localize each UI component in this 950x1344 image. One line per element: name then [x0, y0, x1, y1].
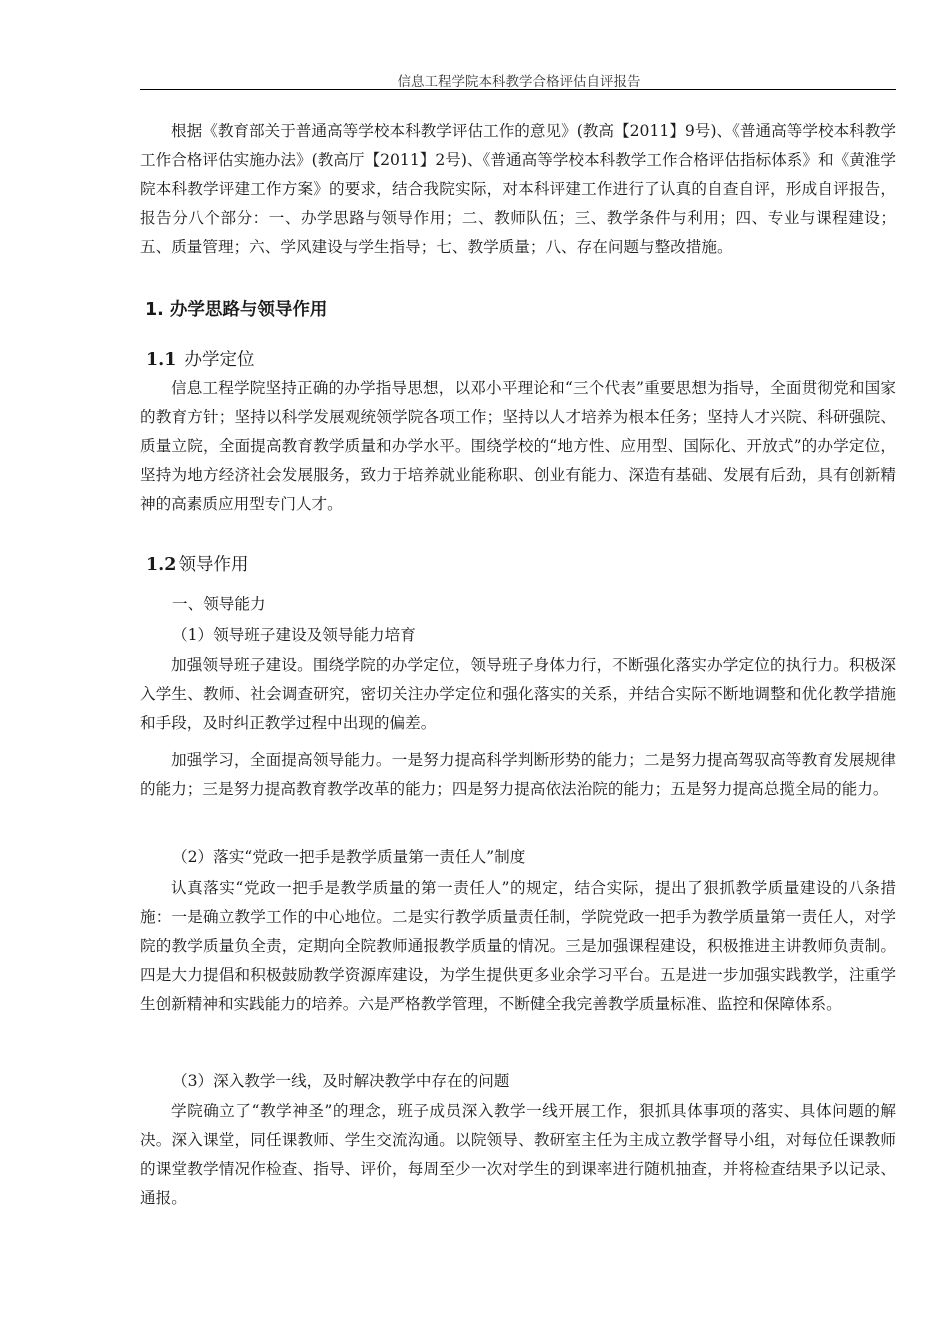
page-header-title: 信息工程学院本科教学合格评估自评报告: [397, 74, 641, 90]
section-1-2-number: 1.2: [146, 555, 177, 575]
item-2-paragraph-1: 认真落实“党政一把手是教学质量的第一责任人”的规定，结合实际，提出了狠抓教学质量建设的八条措施：一是确立教学工作的中心地位。二是实行教学质量责任制，学院党政一把手为教学质量第一责任人，对学院的教学质量负全责，定期向全院教师通报教学质量的情况。三是加强课程建设，积极推进主讲教师负责制。四是大力提倡和积极鼓励教学资源库建设，为学生提供更多业余学习平台。五是进一步加强实践教学，注重学生创新精神和实践能力的培养。六是严格教学管理，不断健全我完善教学质量标准、监控和保障体系。: [140, 879, 896, 1013]
section-1-heading: 1. 办学思路与领导作用: [145, 300, 328, 320]
section-1-1-title: 办学定位: [184, 350, 255, 370]
section-1-2-title: 领导作用: [178, 555, 249, 575]
header-rule: [140, 89, 896, 90]
item-3-title: （3）深入教学一线，及时解决教学中存在的问题: [172, 1072, 510, 1090]
item-1-title: （1）领导班子建设及领导能力培育: [172, 626, 416, 644]
section-1-1-number: 1.1: [146, 350, 177, 370]
item-3-paragraph-1: 学院确立了“教学神圣”的理念，班子成员深入教学一线开展工作，狠抓具体事项的落实、具体问题的解决。深入课堂，同任课教师、学生交流沟通。以院领导、教研室主任为主成立教学督导小组，对每位任课教师的课堂教学情况作检查、指导、评价，每周至少一次对学生的到课率进行随机抽查，并将检查结果予以记录、通报。: [140, 1102, 896, 1207]
item-1-paragraph-2: 加强学习，全面提高领导能力。一是努力提高科学判断形势的能力；二是努力提高驾驭高等教育发展规律的能力；三是努力提高教育教学改革的能力；四是努力提高依法治院的能力；五是努力提高总揽全局的能力。: [140, 751, 896, 798]
item-2-title: （2）落实“党政一把手是教学质量第一责任人”制度: [172, 848, 526, 866]
intro-paragraph: 根据《教育部关于普通高等学校本科教学评估工作的意见》(教高【2011】9号)、《普通高等学校本科教学工作合格评估实施办法》(教高厅【2011】2号)、《普通高等学校本科教学工作合格评估指标体系》和《黄淮学院本科教学评建工作方案》的要求，结合我院实际，对本科评建工作进行了认真的自查自评，形成自评报告，报告分八个部分：一、办学思路与领导作用；二、教师队伍；三、教学条件与利用；四、专业与课程建设；五、质量管理；六、学风建设与学生指导；七、教学质量；八、存在问题与整改措施。: [140, 122, 896, 256]
section-1-1-heading: [146, 346, 254, 371]
section-1-1-paragraph: 信息工程学院坚持正确的办学指导思想，以邓小平理论和“三个代表”重要思想为指导，全面贯彻党和国家的教育方针；坚持以科学发展观统领学院各项工作；坚持以人才培养为根本任务；坚持人才兴院、科研强院、质量立院，全面提高教育教学质量和办学水平。围绕学校的“地方性、应用型、国际化、开放式”的办学定位，坚持为地方经济社会发展服务，致力于培养就业能称职、创业有能力、深造有基础、发展有后劲，具有创新精神的高素质应用型专门人才。: [140, 379, 896, 513]
subsection-leadership-ability: 一、领导能力: [172, 595, 266, 613]
section-1-2-heading: [146, 551, 248, 576]
item-1-paragraph-1: 加强领导班子建设。围绕学院的办学定位，领导班子身体力行，不断强化落实办学定位的执行力。积极深入学生、教师、社会调查研究，密切关注办学定位和强化落实的关系，并结合实际不断地调整和优化教学措施和手段，及时纠正教学过程中出现的偏差。: [140, 656, 896, 732]
